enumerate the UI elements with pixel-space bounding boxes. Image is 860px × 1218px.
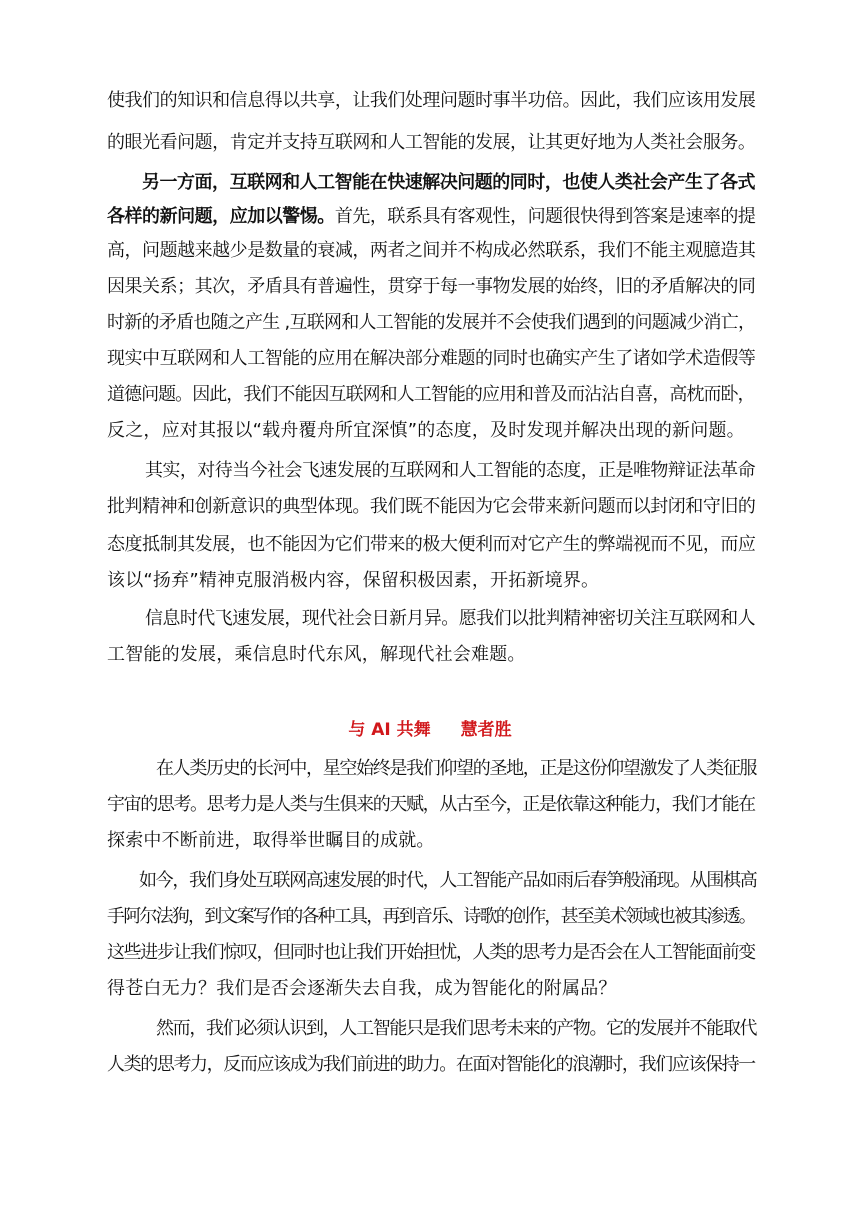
essay-title-part2: 慧者胜 [460, 720, 512, 740]
paragraph-line: 手阿尔法狗，到文案写作的各种工具，再到音乐、诗歌的创作，甚至美术领域也被其渗透。 [107, 906, 755, 927]
paragraph-line: 使我们的知识和信息得以共享，让我们处理问题时事半功倍。因此，我们应该用发展 [107, 90, 756, 111]
paragraph-line: 工智能的发展，乘信息时代东风，解现代社会难题。 [107, 644, 526, 665]
paragraph-line: 态度抵制其发展，也不能因为它们带来的极大便利而对它产生的弊端视而不见，而应 [107, 534, 756, 555]
paragraph-line: 现实中互联网和人工智能的应用在解决部分难题的同时也确实产生了诸如学术造假等 [107, 348, 756, 369]
paragraph-line: 得苍白无力？我们是否会逐渐失去自我，成为智能化的附属品？ [107, 978, 617, 999]
essay-title [0, 718, 860, 742]
paragraph-line: 因果关系；其次，矛盾具有普遍性，贯穿于每一事物发展的始终，旧的矛盾解决的同 [107, 276, 756, 297]
paragraph-line: 高，问题越来越少是数量的衰减，两者之间并不构成必然联系，我们不能主观臆造其 [107, 240, 756, 261]
paragraph-line: 信息时代飞速发展，现代社会日新月异。愿我们以批判精神密切关注互联网和人 [145, 608, 755, 629]
paragraph-line: 宇宙的思考。思考力是人类与生俱来的天赋，从古至今，正是依靠这种能力，我们才能在 [107, 794, 755, 815]
paragraph-line: 如今，我们身处互联网高速发展的时代，人工智能产品如雨后春笋般涌现。从围棋高 [139, 870, 757, 891]
paragraph-line: 其实，对待当今社会飞速发展的互联网和人工智能的态度，正是唯物辩证法革命 [145, 460, 755, 481]
bold-phrase: 各样的新问题，应加以警惕。 [107, 206, 335, 227]
paragraph-line: 批判精神和创新意识的典型体现。我们既不能因为它会带来新问题而以封闭和守旧的 [107, 496, 756, 517]
paragraph-line: 这些进步让我们惊叹，但同时也让我们开始担忧，人类的思考力是否会在人工智能面前变 [107, 942, 755, 963]
paragraph-line: 道德问题。因此，我们不能因互联网和人工智能的应用和普及而沾沾自喜，高枕而卧， [107, 384, 755, 405]
bold-paragraph-line: 另一方面，互联网和人工智能在快速解决问题的同时，也使人类社会产生了各式 [142, 172, 755, 193]
paragraph-line: 该以“扬弃”精神克服消极内容，保留积极因素，开拓新境界。 [107, 570, 600, 591]
paragraph-line: 反之，应对其报以“载舟覆舟所宜深慎”的态度，及时发现并解决出现的新问题。 [107, 420, 745, 441]
paragraph-line: 人类的思考力，反而应该成为我们前进的助力。在面对智能化的浪潮时，我们应该保持一 [107, 1054, 755, 1075]
paragraph-line: 探索中不断前进，取得举世瞩目的成就。 [107, 830, 435, 851]
paragraph-line: 的眼光看问题，肯定并支持互联网和人工智能的发展，让其更好地为人类社会服务。 [107, 132, 756, 153]
essay-title-part1: 与 AI 共舞 [348, 720, 431, 740]
paragraph-line: 在人类历史的长河中，星空始终是我们仰望的圣地，正是这份仰望激发了人类征服 [156, 758, 757, 779]
paragraph-line: 时新的矛盾也随之产生 ,互联网和人工智能的发展并不会使我们遇到的问题减少消亡， [107, 312, 756, 333]
paragraph-text: 首先，联系具有客观性，问题很快得到答案是速率的提 [334, 206, 756, 227]
paragraph-line: 然而，我们必须认识到，人工智能只是我们思考未来的产物。它的发展并不能取代 [156, 1018, 757, 1039]
paragraph-line [107, 204, 755, 230]
